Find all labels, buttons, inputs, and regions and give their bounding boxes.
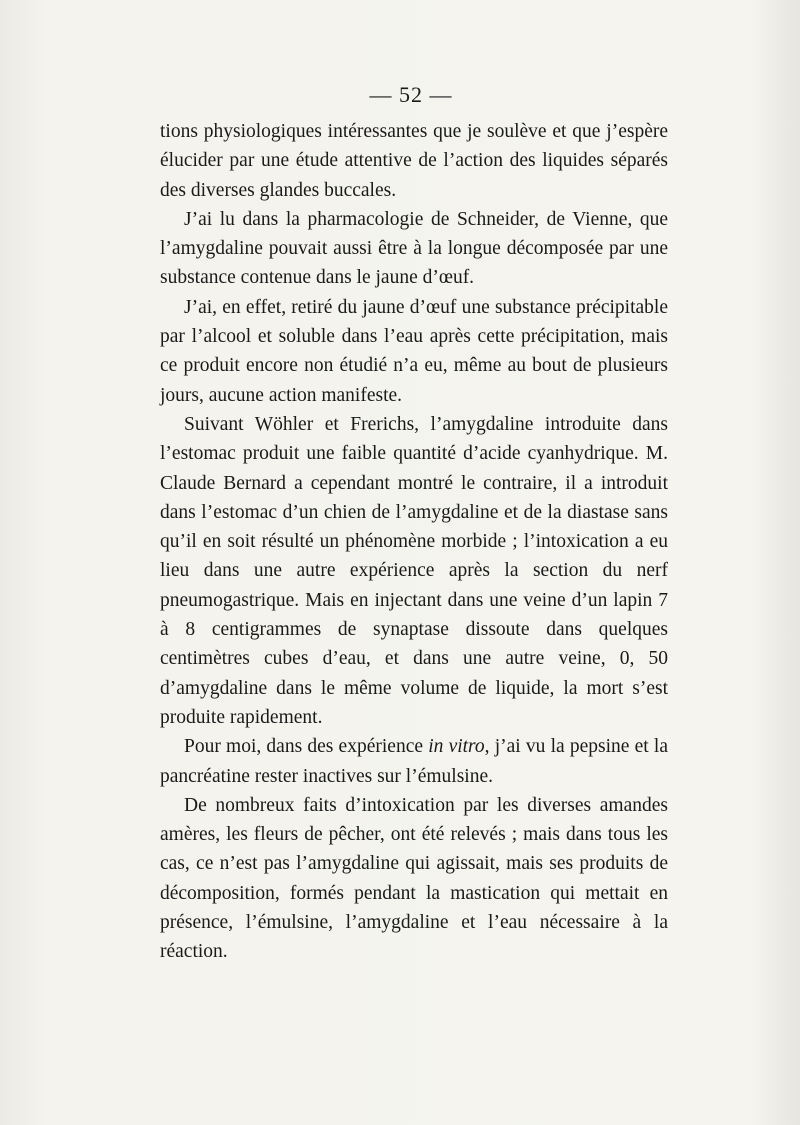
paragraph-jaune-oeuf: J’ai, en effet, retiré du jaune d’œuf une substance précipitable par l’alcool et soluble dans l’eau après cette précipitation, mais ce produit encore non étudié n’a eu, même au bout de plusieurs jours, aucune action manifeste.: [160, 296, 668, 406]
paragraph-wohler-frerichs: Suivant Wöhler et Frerichs, l’amygdaline introduite dans l’estomac produit une faible quantité d’acide cyanhydrique. M. Claude Bernard a cependant montré le contraire, il a introduit dans l’estomac d’un chien de l’amygdaline et de la diastase sans qu’il en soit résulté un phénomène morbide ; l’intoxication a eu lieu dans une autre expérience après la section du nerf pneumogastrique. Mais en injectant dans une veine d’un lapin 7 à 8 centigrammes de synaptase dissoute dans quelques centimètres cubes d’eau, et dans une autre veine, 0, 50 d’amygdaline dans le même volume de liquide, la mort s’est produite rapidement.: [160, 413, 668, 728]
page-number: — 52 —: [369, 82, 453, 107]
paragraph-in-vitro: [160, 732, 668, 791]
paragraph-in-vitro-after: , j’ai vu la pepsine et la pancréatine rester inactives sur l’émulsine.: [160, 736, 668, 787]
paragraph-intoxication: De nombreux faits d’intoxication par les diverses amandes amères, les fleurs de pêcher, ont été relevés ; mais dans tous les cas, ce n’est pas l’amygdaline qui agissait, mais ses produits de décomposition, formés pendant la mastication qui mettait en présence, l’émulsine, l’amygdaline et l’eau nécessaire à la réaction.: [160, 794, 668, 963]
paragraph-schneider: J’ai lu dans la pharmacologie de Schneider, de Vienne, que l’amygdaline pouvait aussi être à la longue décomposée par une substance contenue dans le jaune d’œuf.: [160, 208, 668, 289]
paragraph-in-vitro-italic: in vitro: [428, 736, 485, 758]
body-text: [160, 117, 668, 967]
paragraph-in-vitro-before: Pour moi, dans des expérience: [184, 736, 429, 758]
paragraph-continuation: tions physiologiques intéressantes que je soulève et que j’espère élucider par une étude attentive de l’action des liquides séparés des diverses glandes buccales.: [160, 121, 668, 201]
